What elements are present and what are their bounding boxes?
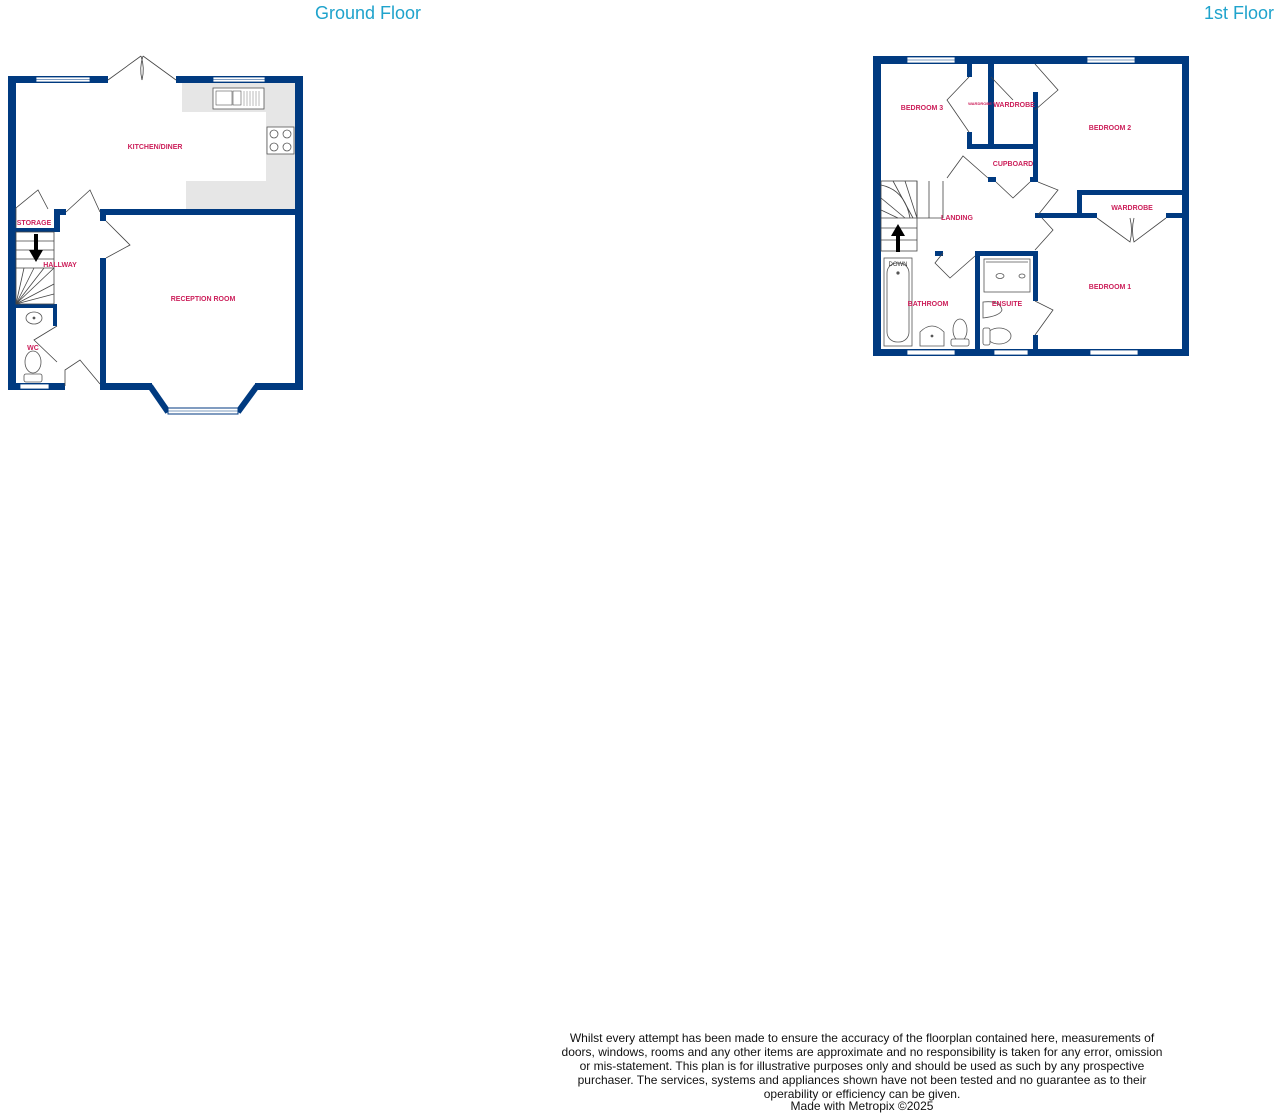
room-label-bedroom-3: BEDROOM 3 xyxy=(900,105,944,112)
room-label-kitchen-diner: KITCHEN/DINER xyxy=(127,144,183,151)
room-label-cupboard: CUPBOARD xyxy=(992,161,1034,168)
sink-icon xyxy=(213,88,264,109)
room-label-hallway: HALLWAY xyxy=(43,262,77,269)
bay-window-glass xyxy=(168,408,238,414)
room-label-bedroom-1: BEDROOM 1 xyxy=(1088,284,1132,291)
stairs-down-arrow-icon xyxy=(29,234,43,262)
room-label-wardrobe-small: WARDROBE xyxy=(968,101,992,106)
room-label-wardrobe-top: WARDROBE xyxy=(993,102,1035,109)
room-label-ensuite: ENSUITE xyxy=(991,301,1023,308)
shower-icon xyxy=(984,259,1030,292)
wc-toilet-icon xyxy=(24,351,42,382)
hob-icon xyxy=(267,127,294,154)
first-stairs xyxy=(881,181,943,251)
first-floor-title: 1st Floor xyxy=(1204,3,1275,23)
room-label-storage: STORAGE xyxy=(16,220,52,227)
french-doors xyxy=(108,56,176,80)
bathroom-toilet-icon xyxy=(951,319,969,346)
disclaimer-text: Whilst every attempt has been made to ensure the accuracy of the floorplan contained here, measurements of doors, windows, rooms and any other items are approximate and no responsibility is taken for any error, omission or mis-statement. This plan is for illustrative purposes only and should be used as such by any prospective purchaser. The services, systems and appliances shown have not been tested and no guarantee as to their operability or efficiency can be given. xyxy=(561,1031,1163,1101)
room-label-bedroom-2: BEDROOM 2 xyxy=(1088,125,1132,132)
ensuite-toilet-icon xyxy=(983,328,1011,345)
room-label-landing: LANDING xyxy=(941,215,973,222)
room-label-bathroom: BATHROOM xyxy=(907,301,949,308)
wc-basin-icon xyxy=(26,312,42,324)
ground-walls xyxy=(8,76,303,390)
room-label-wardrobe-bedroom-1: WARDROBE xyxy=(1111,205,1153,212)
stairs-down-label: DOWN xyxy=(888,262,908,268)
bathroom-basin-icon xyxy=(920,326,944,346)
ground-floor-title: Ground Floor xyxy=(315,3,422,23)
first-floor-plan xyxy=(873,56,1189,356)
ground-floor-plan xyxy=(8,56,303,414)
ground-windows xyxy=(20,77,265,389)
room-label-wc: WC xyxy=(27,345,39,352)
room-label-reception: RECEPTION ROOM xyxy=(170,296,236,303)
credit-text: Made with Metropix ©2025 xyxy=(790,1099,934,1113)
